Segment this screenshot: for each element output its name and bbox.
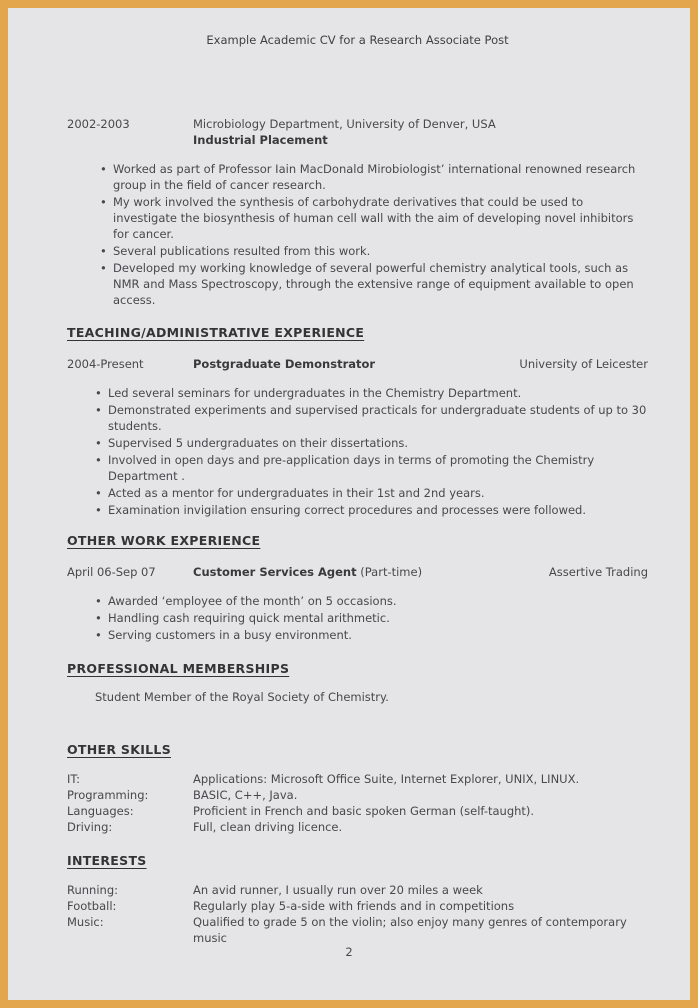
entry-role: Postgraduate Demonstrator [193, 357, 376, 371]
entry-role-suffix: (Part-time) [356, 565, 423, 579]
entry-role: Industrial Placement [193, 133, 328, 147]
bullet-item: • Worked as part of Professor Iain MacDonald Mirobiologist’ international renowned research group in the field of cancer research. [100, 161, 648, 193]
entry-industrial-placement [67, 116, 648, 308]
entry-organisation: Microbiology Department, University of Denver, USA [193, 117, 496, 131]
entry-details [193, 116, 648, 148]
skill-value: Proficient in French and basic spoken German (self-taught). [193, 804, 535, 818]
interest-label: Music: [67, 915, 104, 929]
membership-text: Student Member of the Royal Society of Chemistry. [95, 690, 389, 704]
entry-details [193, 564, 549, 580]
interest-row [67, 914, 648, 946]
skill-label: Driving: [67, 820, 113, 834]
entry-date: April 06-Sep 07 [67, 565, 156, 579]
bullet-item: • Serving customers in a busy environment. [95, 627, 648, 643]
interest-value: An avid runner, I usually run over 20 miles a week [193, 883, 483, 897]
entry-customer-services-agent [67, 564, 648, 643]
section-heading-memberships: PROFESSIONAL MEMBERSHIPS [67, 661, 290, 676]
entry-organisation: Assertive Trading [548, 565, 648, 579]
interest-row [67, 882, 648, 898]
entry-bullet-list [67, 161, 648, 308]
entry-header-row [67, 564, 648, 580]
section-heading-other-skills: OTHER SKILLS [67, 742, 172, 757]
bullet-item: • Acted as a mentor for undergraduates in their 1st and 2nd years. [95, 485, 648, 501]
skill-label: IT: [67, 772, 81, 786]
bullet-item: • Supervised 5 undergraduates on their dissertations. [95, 435, 648, 451]
interest-value: Qualified to grade 5 on the violin; also enjoy many genres of contemporary music [193, 915, 627, 945]
page-title: Example Academic CV for a Research Associate Post [206, 33, 509, 47]
bullet-item: • Demonstrated experiments and supervised practicals for undergraduate students of up to 30 students. [95, 402, 648, 434]
entry-bullet-list [67, 385, 648, 518]
bullet-item: • Examination invigilation ensuring correct procedures and processes were followed. [95, 502, 648, 518]
skill-value: Full, clean driving licence. [193, 820, 343, 834]
section-heading-teaching: TEACHING/ADMINISTRATIVE EXPERIENCE [67, 325, 365, 340]
section-heading-other-work: OTHER WORK EXPERIENCE [67, 533, 261, 548]
interest-value: Regularly play 5-a-side with friends and in competitions [193, 899, 515, 913]
interest-row [67, 898, 648, 914]
skill-label: Languages: [67, 804, 134, 818]
bullet-item: • My work involved the synthesis of carbohydrate derivatives that could be used to investigate the biosynthesis of human cell wall with the aim of developing novel inhibitors for cancer. [100, 194, 648, 242]
entry-header-row [67, 356, 648, 372]
bullet-item: • Handling cash requiring quick mental arithmetic. [95, 610, 648, 626]
skill-label: Programming: [67, 788, 149, 802]
entry-role: Customer Services Agent [193, 565, 357, 579]
bullet-item: • Several publications resulted from this work. [100, 243, 648, 259]
page-number: 2 [345, 945, 353, 959]
section-heading-interests: INTERESTS [67, 853, 147, 868]
skill-row [67, 771, 648, 787]
skill-row [67, 803, 648, 819]
skill-row [67, 819, 648, 835]
bullet-item: • Led several seminars for undergraduates in the Chemistry Department. [95, 385, 648, 401]
skill-row [67, 787, 648, 803]
entry-organisation: University of Leicester [519, 357, 648, 371]
entry-bullet-list [67, 593, 648, 643]
entry-date: 2004-Present [67, 357, 144, 371]
bullet-item: • Awarded ‘employee of the month’ on 5 occasions. [95, 593, 648, 609]
interest-label: Running: [67, 883, 118, 897]
bullet-item: • Developed my working knowledge of several powerful chemistry analytical tools, such as NMR and Mass Spectroscopy, through the extensive range of equipment available to open access. [100, 260, 648, 308]
skill-value: Applications: Microsoft Office Suite, Internet Explorer, UNIX, LINUX. [193, 772, 580, 786]
interests-list [67, 882, 648, 946]
entry-date: 2002-2003 [67, 117, 130, 131]
interest-label: Football: [67, 899, 117, 913]
skill-value: BASIC, C++, Java. [193, 788, 298, 802]
skills-list [67, 771, 648, 835]
entry-postgraduate-demonstrator [67, 356, 648, 518]
entry-header-row [67, 116, 648, 148]
bullet-item: • Involved in open days and pre-application days in terms of promoting the Chemistry Department . [95, 452, 648, 484]
entry-details [193, 356, 519, 372]
